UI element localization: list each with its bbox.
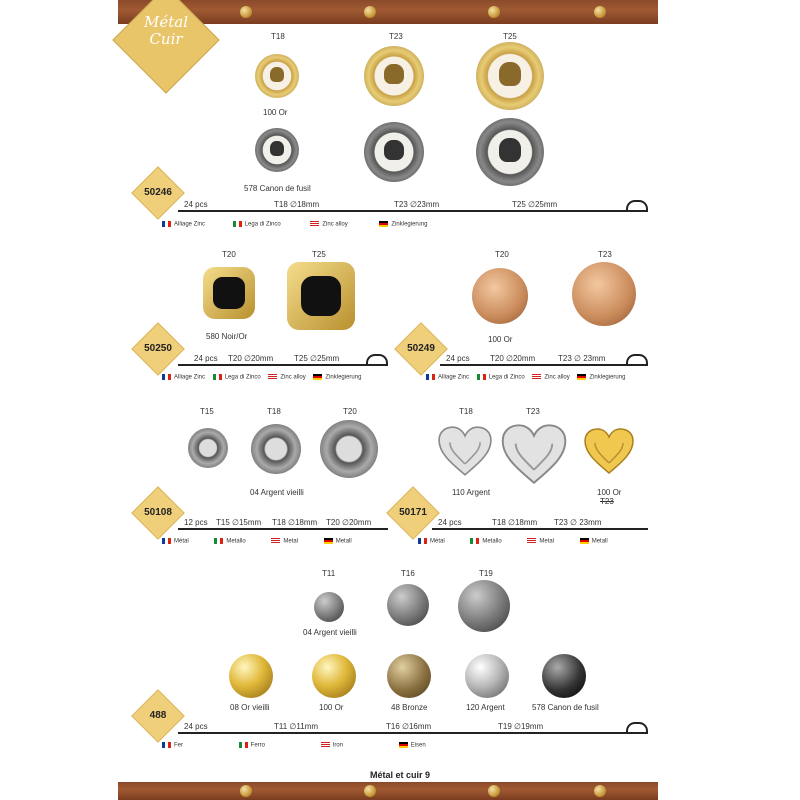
stud — [364, 785, 376, 797]
skull-button-gunmetal-t25[interactable] — [476, 118, 544, 186]
hook-icon — [626, 200, 648, 210]
material-fr: Fer — [174, 742, 183, 749]
size-spec: T15 ∅15mm — [216, 518, 262, 527]
size-spec: T20 ∅20mm — [490, 354, 536, 363]
skull-button-gold-t18[interactable] — [255, 54, 299, 98]
color-label: 100 Or — [319, 703, 344, 712]
size-spec: T20 ∅20mm — [228, 354, 274, 363]
ref-number: 50246 — [144, 187, 172, 198]
flag-france-icon — [162, 374, 171, 380]
flag-usa-icon — [310, 221, 319, 227]
square-button-t20[interactable] — [203, 267, 255, 319]
hook-icon — [626, 354, 648, 364]
material-de: Zinklegierung — [589, 374, 626, 381]
bottom-leather-band — [118, 782, 658, 800]
material-de: Metall — [591, 538, 608, 545]
material-it: Lega di Zinco — [244, 221, 281, 228]
size-spec: T25 ∅25mm — [512, 200, 558, 209]
size-label: T23 — [389, 32, 403, 41]
color-label: 580 Noir/Or — [206, 332, 248, 341]
crest-button-t20[interactable] — [472, 268, 528, 324]
color-label: 120 Argent — [466, 703, 505, 712]
material-de: Zinklegierung — [391, 221, 428, 228]
flag-germany-icon — [379, 221, 388, 227]
color-label: 100 Or — [263, 108, 288, 117]
dome-button-silver[interactable] — [465, 654, 509, 698]
qty: 12 pcs — [184, 518, 208, 527]
heart-button-silver-t18[interactable] — [438, 426, 492, 476]
material-fr: Métal — [430, 538, 445, 545]
struck-size-label: T23 — [600, 497, 614, 506]
skull-button-gunmetal-t23[interactable] — [364, 122, 424, 182]
material-de: Eisen — [410, 742, 426, 749]
dome-button-t19[interactable] — [458, 580, 510, 632]
materials-row — [162, 221, 439, 228]
color-label: 48 Bronze — [391, 703, 428, 712]
size-spec: T23 ∅ 23mm — [558, 354, 606, 363]
material-fr: Métal — [174, 538, 189, 545]
qty: 24 pcs — [184, 200, 208, 209]
flag-germany-icon — [577, 374, 586, 380]
color-label: 578 Canon de fusil — [532, 703, 599, 712]
material-fr: Alliage Zinc — [174, 221, 206, 228]
stud — [240, 785, 252, 797]
size-label: T11 — [322, 569, 336, 578]
stud — [488, 6, 500, 18]
size-spec: T16 ∅16mm — [386, 722, 432, 731]
ref-number: 488 — [149, 710, 167, 721]
flag-france-icon — [162, 221, 171, 227]
color-label: 100 Or — [597, 488, 622, 497]
material-it: Metallo — [226, 538, 246, 545]
hook-icon — [626, 722, 648, 732]
size-label: T20 — [222, 250, 236, 259]
dome-button-gunmetal[interactable] — [542, 654, 586, 698]
material-it: Ferro — [250, 742, 266, 749]
size-bar — [178, 200, 648, 212]
material-it: Metallo — [482, 538, 502, 545]
material-en: Zinc alloy — [322, 221, 348, 228]
size-bar — [178, 518, 388, 530]
stud — [594, 785, 606, 797]
hook-icon — [366, 354, 388, 364]
material-fr: Alliage Zinc — [174, 374, 206, 381]
material-it: Lega di Zinco — [488, 374, 525, 381]
size-spec: T20 ∅20mm — [326, 518, 372, 527]
materials-row — [162, 374, 361, 381]
materials-row — [162, 538, 352, 545]
size-spec: T25 ∅25mm — [294, 354, 340, 363]
materials-row — [418, 538, 608, 545]
flag-germany-icon — [313, 374, 322, 380]
flag-france-icon — [426, 374, 435, 380]
dome-button-t11[interactable] — [314, 592, 344, 622]
flag-italy-icon — [470, 538, 479, 544]
materials-row — [162, 742, 426, 749]
size-label: T18 — [271, 32, 285, 41]
ref-number: 50171 — [399, 507, 427, 518]
flag-italy-icon — [214, 538, 223, 544]
size-spec: T18 ∅18mm — [274, 200, 320, 209]
size-label: T18 — [267, 407, 281, 416]
flag-france-icon — [162, 538, 171, 544]
material-de: Zinklegierung — [325, 374, 362, 381]
category-badge-text — [130, 14, 202, 48]
flag-usa-icon — [268, 374, 277, 380]
size-bar — [178, 354, 388, 366]
qty: 24 pcs — [194, 354, 218, 363]
size-spec: T23 ∅23mm — [394, 200, 440, 209]
qty: 24 pcs — [438, 518, 462, 527]
flag-france-icon — [418, 538, 427, 544]
size-label: T23 — [526, 407, 540, 416]
material-en: Metal — [283, 538, 299, 545]
size-label: T25 — [503, 32, 517, 41]
material-en: Zinc alloy — [544, 374, 570, 381]
crest-button-t23[interactable] — [572, 262, 636, 326]
page-footer-title: Métal et cuir 9 — [369, 770, 431, 780]
stud — [594, 6, 606, 18]
color-label: 578 Canon de fusil — [244, 184, 311, 193]
stud — [240, 6, 252, 18]
material-it: Lega di Zinco — [224, 374, 261, 381]
flag-france-icon — [162, 742, 171, 748]
heart-button-silver-t23[interactable] — [501, 424, 567, 484]
skull-button-gold-t25[interactable] — [476, 42, 544, 110]
size-bar — [440, 354, 648, 366]
color-label: 08 Or vieilli — [230, 703, 270, 712]
size-label: T20 — [495, 250, 509, 259]
dome-button-gold[interactable] — [312, 654, 356, 698]
material-fr: Alliage Zinc — [438, 374, 470, 381]
flag-italy-icon — [477, 374, 486, 380]
size-spec: T11 ∅11mm — [274, 722, 319, 731]
color-label: 04 Argent vieilli — [250, 488, 304, 497]
ornate-button-t20[interactable] — [320, 420, 378, 478]
qty: 24 pcs — [184, 722, 208, 731]
size-label: T18 — [459, 407, 473, 416]
size-bar — [432, 518, 648, 530]
flag-germany-icon — [580, 538, 589, 544]
flag-germany-icon — [324, 538, 333, 544]
dome-button-bronze[interactable] — [387, 654, 431, 698]
size-spec: T18 ∅18mm — [272, 518, 318, 527]
material-en: Metal — [539, 538, 555, 545]
size-bar — [178, 722, 648, 734]
flag-italy-icon — [239, 742, 248, 748]
flag-germany-icon — [399, 742, 408, 748]
size-spec: T19 ∅19mm — [498, 722, 544, 731]
flag-usa-icon — [527, 538, 536, 544]
stud — [488, 785, 500, 797]
flag-usa-icon — [321, 742, 330, 748]
material-de: Metall — [335, 538, 352, 545]
size-label: T16 — [401, 569, 415, 578]
color-label: 110 Argent — [452, 488, 491, 497]
badge-line2: Cuir — [149, 30, 183, 48]
square-button-t25[interactable] — [287, 262, 355, 330]
material-en: Zinc alloy — [280, 374, 306, 381]
stud — [364, 6, 376, 18]
skull-button-gunmetal-t18[interactable] — [255, 128, 299, 172]
dome-button-t16[interactable] — [387, 584, 429, 626]
ornate-button-t15[interactable] — [188, 428, 228, 468]
size-label: T25 — [312, 250, 326, 259]
color-label: 100 Or — [488, 335, 513, 344]
ref-number: 50108 — [144, 507, 172, 518]
size-label: T15 — [200, 407, 214, 416]
ref-number: 50249 — [407, 343, 435, 354]
skull-button-gold-t23[interactable] — [364, 46, 424, 106]
flag-usa-icon — [532, 374, 541, 380]
size-spec: T23 ∅ 23mm — [554, 518, 602, 527]
material-en: Iron — [332, 742, 344, 749]
materials-row — [426, 374, 625, 381]
heart-button-gold[interactable] — [584, 428, 634, 474]
badge-line1: Métal — [143, 13, 188, 31]
dome-button-old-gold[interactable] — [229, 654, 273, 698]
size-label: T23 — [598, 250, 612, 259]
flag-usa-icon — [271, 538, 280, 544]
flag-italy-icon — [233, 221, 242, 227]
flag-italy-icon — [213, 374, 222, 380]
size-label: T20 — [343, 407, 357, 416]
ref-number: 50250 — [144, 343, 172, 354]
qty: 24 pcs — [446, 354, 470, 363]
size-spec: T18 ∅18mm — [492, 518, 538, 527]
size-label: T19 — [479, 569, 493, 578]
color-label: 04 Argent vieilli — [303, 628, 357, 637]
ornate-button-t18[interactable] — [251, 424, 301, 474]
